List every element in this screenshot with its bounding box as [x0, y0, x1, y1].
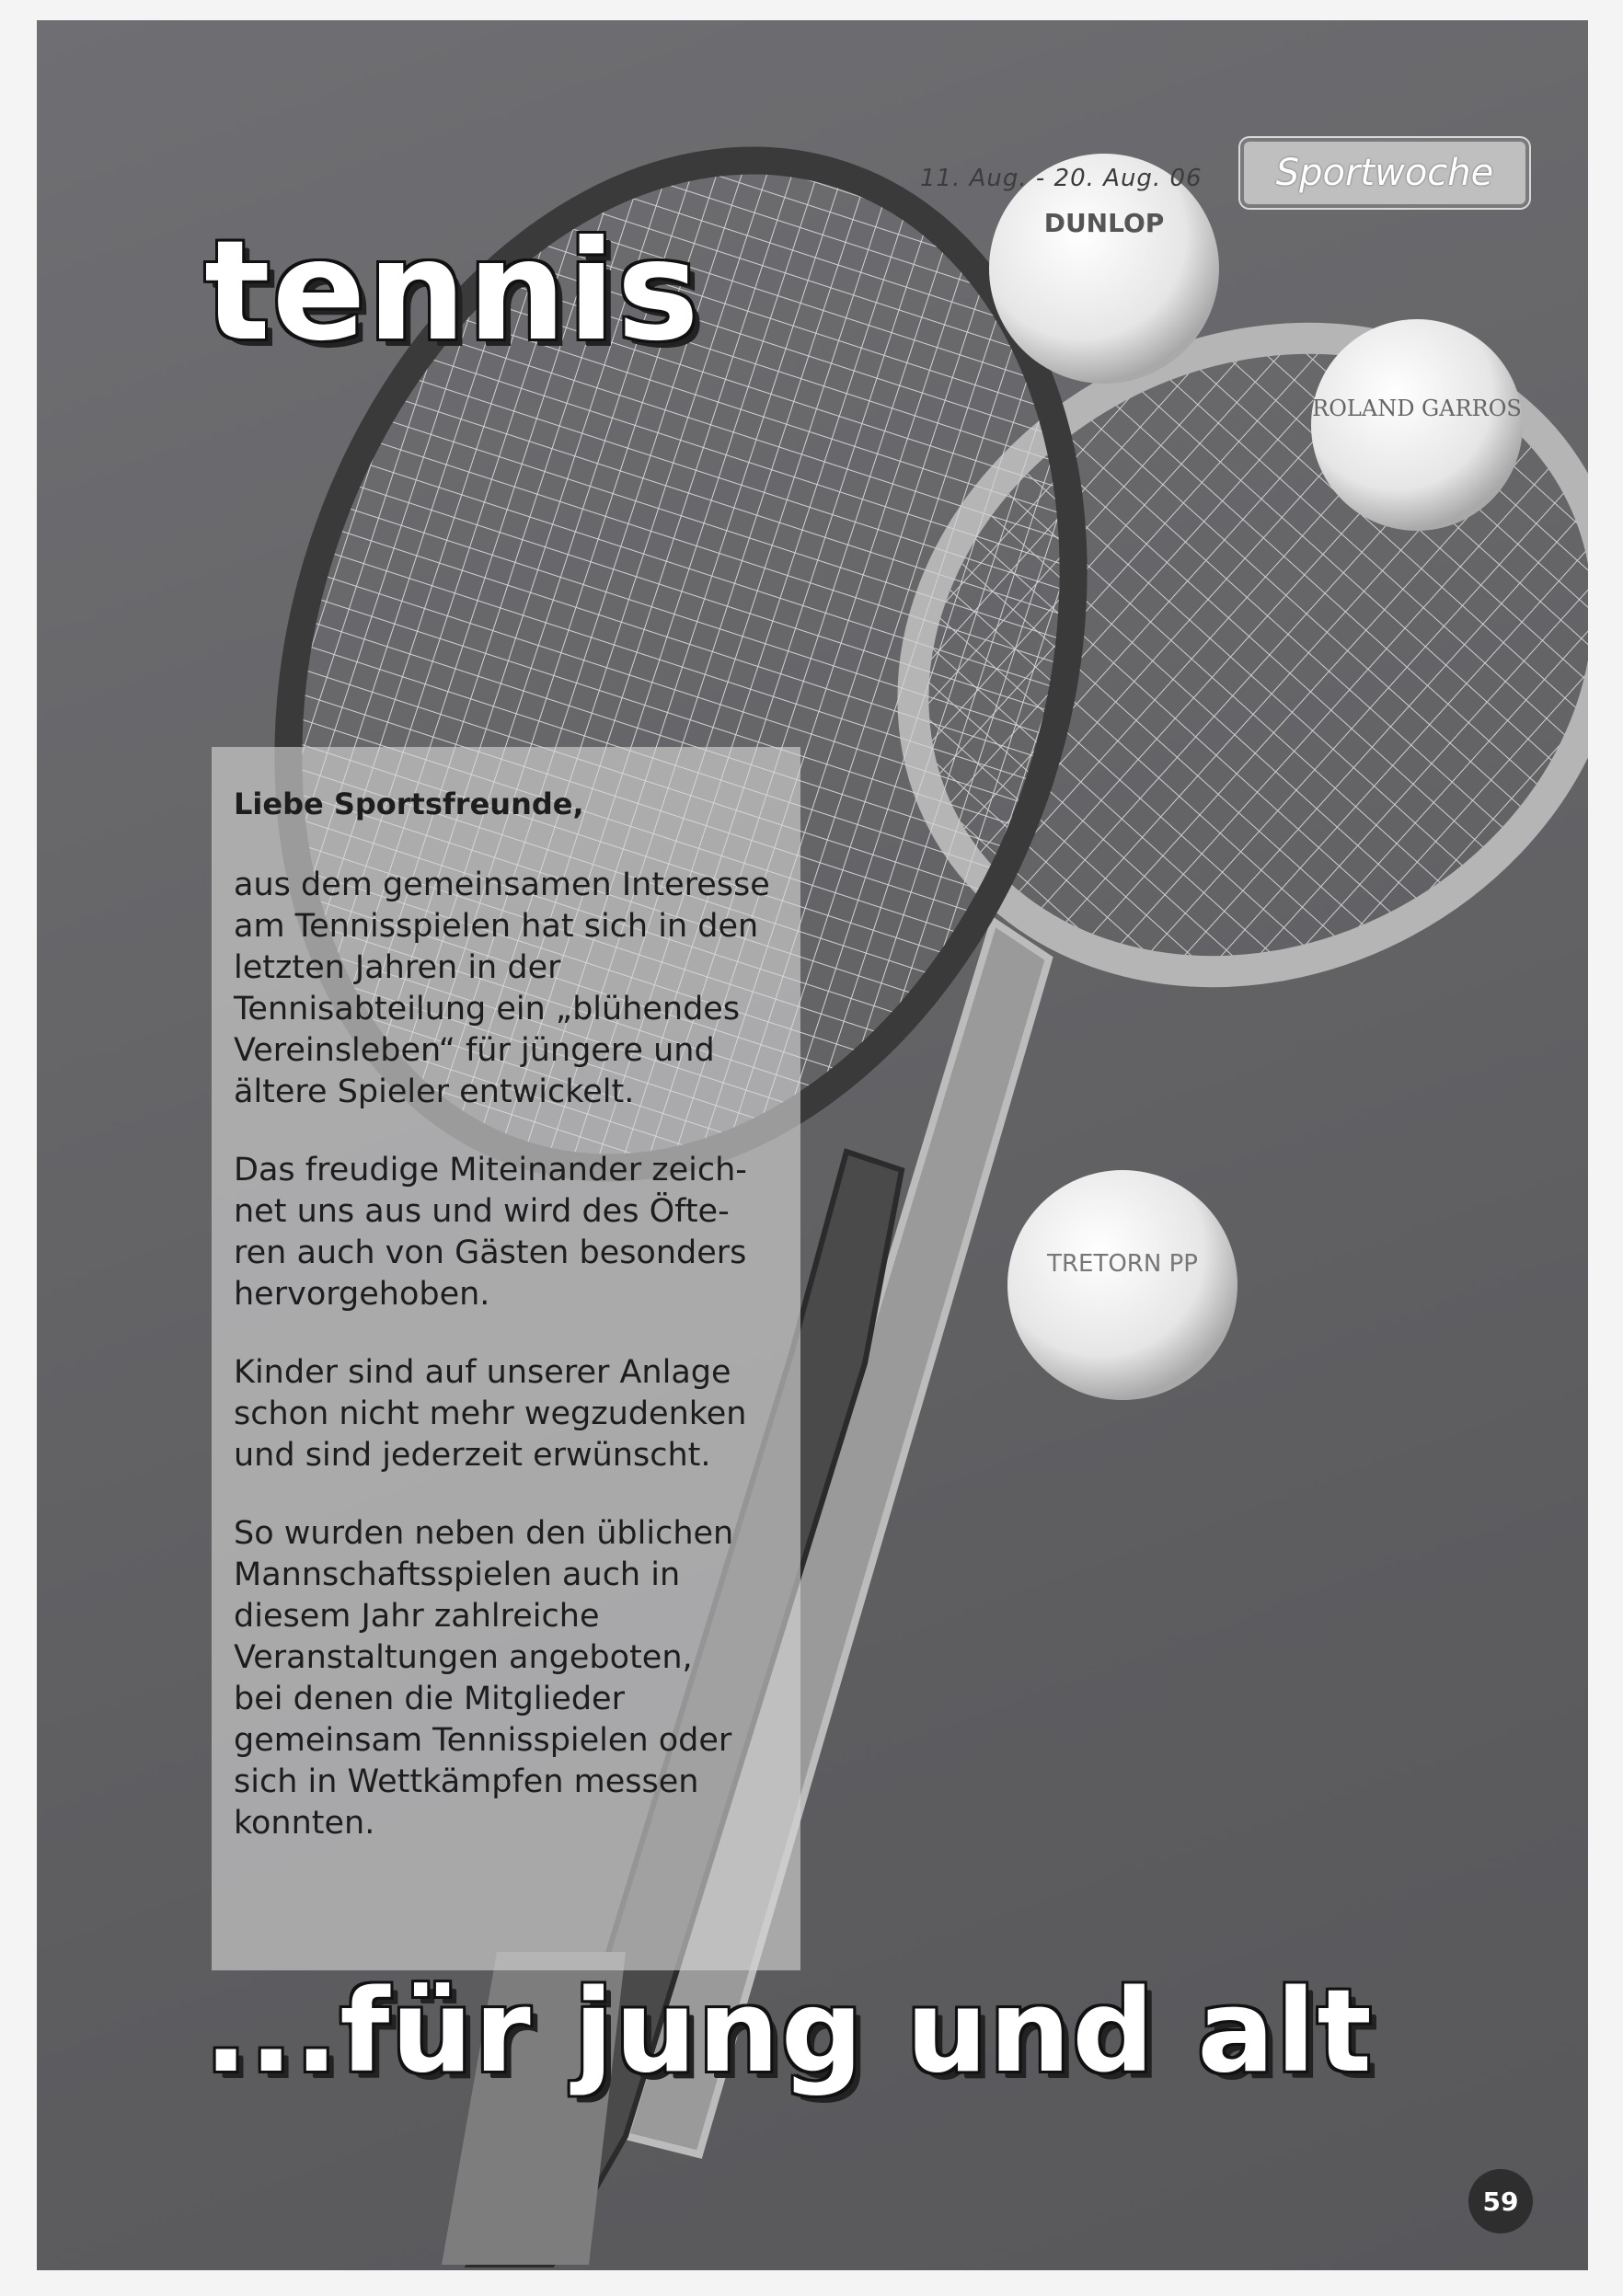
letter-paragraph: Kinder sind auf unserer Anlage schon nicht mehr wegzudenken und sind jederzeit erwünscht.	[234, 1354, 747, 1474]
letter-paragraph: aus dem gemeinsamen Interesse am Tennisspielen hat sich in den letzten Jahren in der Tennisabteilung ein „blühendes Vereinsleben“ für jüngere und ältere Spieler entwickelt.	[234, 867, 770, 1110]
svg-text:TRETORN PP: TRETORN PP	[1047, 1250, 1198, 1278]
sportwoche-badge: Sportwoche	[1240, 138, 1529, 208]
svg-text:ROLAND GARROS: ROLAND GARROS	[1312, 396, 1522, 421]
letter-paragraph: Das freudige Miteinander zeich- net uns aus und wird des Öfte- ren auch von Gästen besonders hervorgehoben.	[234, 1152, 747, 1313]
tennis-ball-tretorn	[1007, 1170, 1237, 1400]
svg-text:DUNLOP: DUNLOP	[1043, 208, 1165, 238]
page-number: 59	[1468, 2169, 1533, 2233]
date-range: 11. Aug. - 20. Aug. 06	[920, 165, 1203, 192]
tennis-ball-roland-garros	[1311, 319, 1523, 531]
page-subtitle: ...für jung und alt	[204, 1966, 1374, 2098]
letter-box	[212, 747, 800, 1970]
letter-greeting: Liebe Sportsfreunde,	[234, 786, 584, 821]
letter-paragraph: So wurden neben den üblichen Mannschaftsspielen auch in diesem Jahr zahlreiche Veranstaltungen angeboten, bei denen die Mitglieder gemeinsam Tennisspielen oder sich in Wettkämpfen messen konnten.	[234, 1515, 734, 1842]
page-title: tennis	[204, 212, 701, 372]
magazine-page	[37, 20, 1588, 2270]
